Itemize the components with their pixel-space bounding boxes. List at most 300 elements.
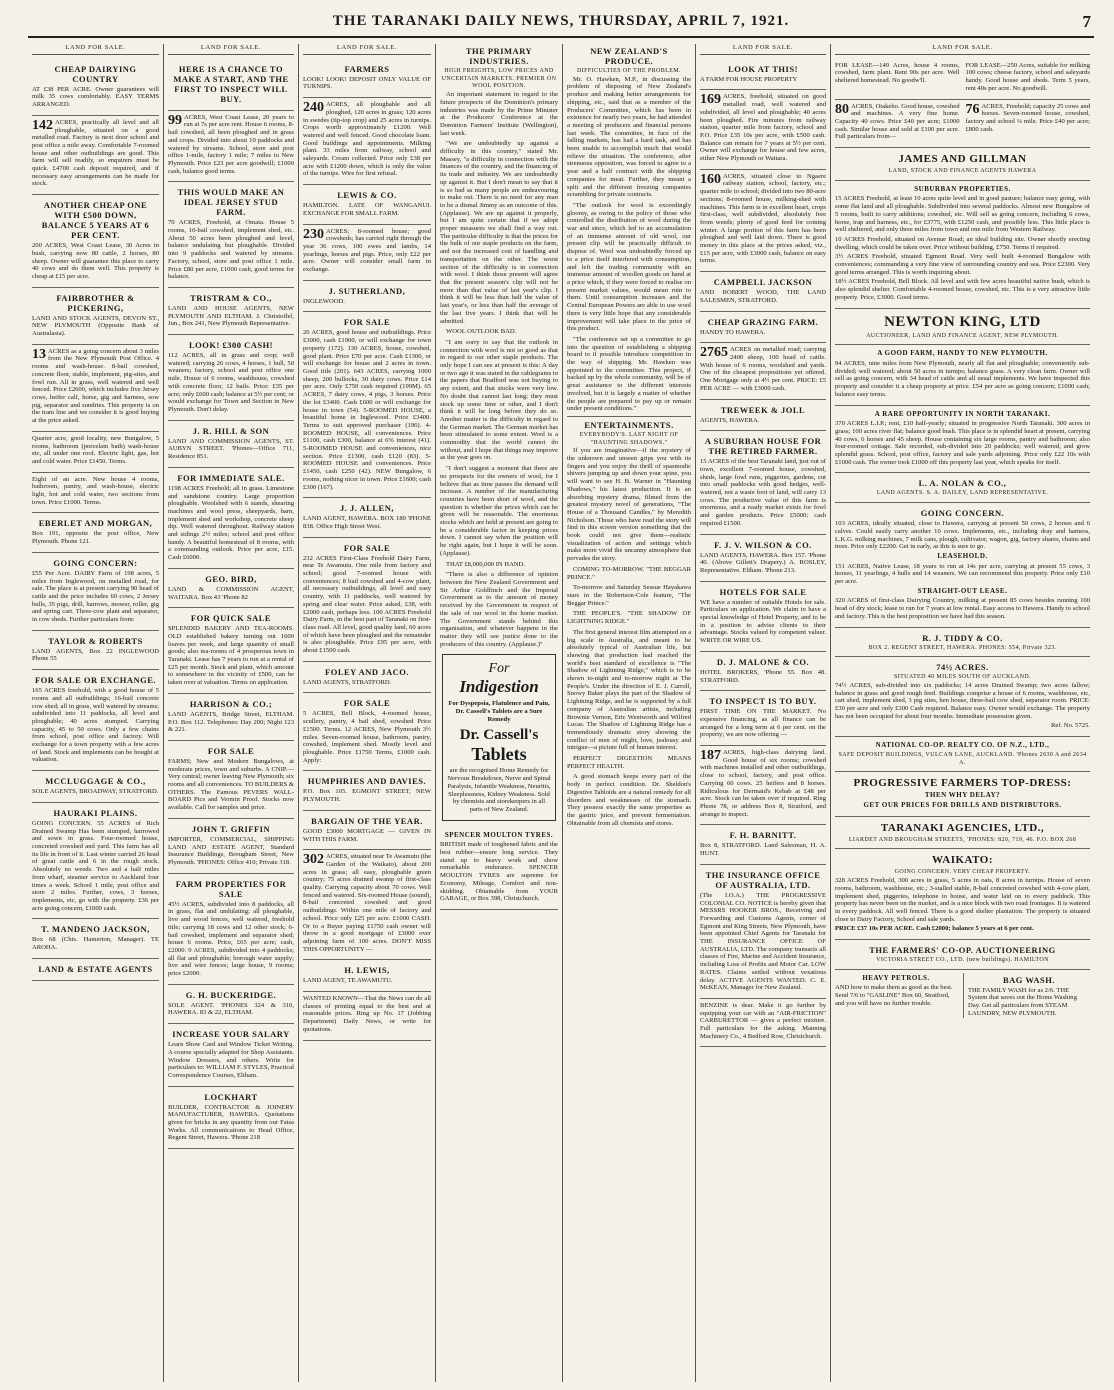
classified-ad bbox=[700, 999, 826, 1048]
ad-text: LAND AGENT, TE AWAMUTU. bbox=[303, 977, 393, 985]
acre-number: 302 bbox=[303, 852, 324, 868]
ad-heading: LOCKHART bbox=[204, 1091, 258, 1102]
ad-body bbox=[700, 173, 826, 265]
ad-heading: INCREASE YOUR SALARY bbox=[172, 1029, 290, 1040]
classified-ad bbox=[168, 694, 294, 741]
ad-heading: MCCLUGGAGE & CO., bbox=[45, 776, 146, 787]
ad-heading: TO INSPECT IS TO BUY. bbox=[709, 696, 817, 707]
ad-text: GOOD £3000 MORTGAGE — GIVEN IN WITH THIS FARM. bbox=[303, 827, 431, 843]
ad-sub: GET OUR PRICES FOR DRILLS AND DISTRIBUTORS. bbox=[863, 801, 1062, 809]
column-header: LAND FOR SALE. bbox=[168, 44, 294, 55]
ad-heading: J. J. ALLEN, bbox=[340, 503, 394, 514]
ad-text: LAND AGENTS, STRATFORD. bbox=[303, 678, 392, 686]
ad-heading: LOOK! £300 CASH! bbox=[188, 340, 274, 351]
classified-ad bbox=[303, 185, 431, 224]
ad-heading: TREWEEK & JOLL bbox=[720, 404, 806, 415]
ad-body bbox=[303, 555, 431, 655]
ad-heading: A RARE OPPORTUNITY IN NORTH TARANAKI. bbox=[874, 409, 1051, 418]
paragraph: The first general interest film attempted on a big scale in Australia, and meant to be absolutely typical of Australian life, but showing that production had reached the world's best standard of excellence is "The Shadow of Lightning Ridge," which is to be shown to-night and to-morrow night at The People's. Under the direction of E. J. Carroll, Snowy Baker plays the part of the Shadow of Lightning Ridge, and he is supported by a full company of Australian artists, including Brownie Vernon, Eric Wentworth and Wilfred Lucas. The Shadow of Lightning Ridge has a tremendously dramatic story showing the conflict of men of might, love, jealousy and intrigue—a picture full of human interest. bbox=[567, 628, 691, 752]
column-header: LAND FOR SALE. bbox=[32, 44, 159, 55]
ad-heading: LAND & ESTATE AGENTS bbox=[38, 963, 153, 974]
column-header: LAND FOR SALE. bbox=[700, 44, 826, 55]
national-realty-ad bbox=[835, 737, 1090, 772]
ad-body bbox=[32, 530, 159, 545]
ad-heading: H. LEWIS, bbox=[344, 965, 390, 976]
taranaki-agencies-ad bbox=[835, 817, 1090, 850]
ad-body bbox=[700, 458, 826, 527]
classified-ad bbox=[32, 116, 159, 195]
ad-sub: BOX 2. REGENT STREET, HAWERA. PHONES: 554, Private 323. bbox=[868, 644, 1057, 651]
ad-text: Box 68 (Chis. Hamerton, Manager). TE AROHA. bbox=[32, 936, 159, 952]
classified-ad bbox=[32, 513, 159, 552]
ad-body: ACRES, Freehold; capacity 25 cows and horses. Seven-roomed house, cowshed, factory and school ¼ mile. Price £40 per acre; £800 cash. bbox=[965, 102, 1090, 133]
ad-body bbox=[32, 315, 159, 338]
ad-body bbox=[32, 242, 159, 281]
ad-text: LAND AND COMMISSION AGENTS, ST. AUBYN STREET. 'Phones—Office 711, Residence 851. bbox=[168, 437, 294, 461]
classified-ad bbox=[303, 98, 431, 185]
ad-sub: SAFE DEPOSIT BUILDINGS, VULCAN LANE, AUCKLAND. 'Phones 2630 A and 2634 A. bbox=[838, 751, 1087, 766]
ad-heading: SPENCER MOULTON TYRES. bbox=[444, 830, 554, 839]
classified-ad bbox=[700, 170, 826, 272]
acre-number: 142 bbox=[32, 117, 53, 133]
paragraph: An important statement in regard to the future prospects of the Dominion's primary industries was made by the Prime Minister at the Producers' Conference at the Dominion Farmers' Institute (Wellington), last week. bbox=[440, 91, 558, 137]
ad-body bbox=[700, 599, 826, 645]
classified-ad bbox=[303, 538, 431, 662]
ad-list bbox=[303, 59, 431, 1041]
ad-text: £55 Per Acre. DAIRY Farm of 198 acres, 5 miles from Inglewood, on metalled road, for sale. The place is at present carrying 90 head of cattle and the price includes 60 cows, 2 Jersey bulls, 35 pigs, drill, harrows, mower, roller, gig and spring cart. Three-cow plant and separator, in cow sheds. Further particulars from: bbox=[32, 569, 159, 624]
ad-body: 320 ACRES of first-class Dairying Country, milking at present 85 cows besides running 100 head of dry stock; lease to run for 7 years at low rental. Easy access to Hawera. Handy to school and factory. This is the best proposition we have had this season. bbox=[835, 597, 1090, 620]
classified-ad bbox=[168, 874, 294, 985]
ad-heading: FARMERS bbox=[344, 63, 390, 74]
indigestion-ad bbox=[442, 654, 556, 820]
classified-ad bbox=[700, 431, 826, 534]
ad-text: FARMS; New and Modern Bungalows, at moderate prices, town and suburbs. A CNIP.—Very central; owner leaving New Plymouth; six rooms and all conveniences. TO BUILDERS & OTHERS. The Famous PEVERS WALL-BOARD Pics and Vermin Proof. Stocks now available. Call for samples and price. bbox=[168, 757, 294, 812]
ad-sub: THEN WHY DELAY? bbox=[924, 791, 1001, 800]
tiddy-ad bbox=[835, 628, 1090, 658]
ad-item: 15 ACRES Freehold, at least 10 acres quite level and in good pasture; balance easy going, with some flat land and all ploughable. Subdivided into several paddocks. Almost new Bungalow of 5 rooms, built to carry additions; cowshed, etc. Will sell as going concern, including 6 cows, horse, trap and harness, etc., for £3775, with £1250 cash, and possibly less. This little place is well sheltered, and only three miles from town and one mile from Western Railway. bbox=[835, 195, 1090, 234]
ad-body: 74½ ACRES, sub-divided into six paddocks; 14 acres Drained Swamp; two acres fallow; balance in grass and good rough feed. Buildings comprise a house of 6 rooms, washhouse, etc, cart shed, implement shed, 3 pig sties, hen house, three-bail cow shed, separator room. PRICE: £30 per acre and only £300 Cash required. Balance easy. Owner would exchange. The property has not been occupied for about four months. Immediate possession given. bbox=[835, 681, 1090, 720]
ad-body: 370 ACRES L.I.P.; rent, £10 half-yearly; situated in progressive North Taranaki. 300 acres in grass; 100 acres river flat; balance good bush. This place is in splendid heart at present, carrying 40 cows, 6 horses and 45 sheep. House containing six large rooms, pantry and bathroom; also four-roomed cottage. Sale recorded, sub-divided into 20 paddocks; well watered, and grow splendid grass. School, post office, factory and sale yards adjoining. Price only £22 10s with £1000 cash. The owner took £1000 off this property last year, which speaks for itself. bbox=[835, 420, 1090, 466]
ad-heading: TAYLOR & ROBERTS bbox=[48, 635, 143, 646]
ad-word-text: Indigestion bbox=[459, 677, 539, 697]
ad-text: GOING CONCERN. 55 ACRES of Rich Drained Swamp Has been stumped, harrowed and sown in grass. Four-roomed house, concreted cowshed and yard. This farm has all its life in front of it. Last winter carried 26 head of great cattle and 6 in the rough stock. Absolutely no weeds. Two and a half miles from wharf, steamer service to Auckland four times a week. School 1 mile, post office and store 2 miles. Further, cows, 3 horses, implements, etc, go with the property. £36 per acre going concern, £1000 cash. bbox=[32, 819, 159, 912]
ad-heading: FOR QUICK SALE bbox=[190, 613, 272, 624]
ad-body bbox=[168, 901, 294, 978]
ad-text: 5 ACRES, Bell Block, 4-roomed house, scullery, pantry, 4 bail shed, cowshed Price £1500. Terms. 12 ACRES, New Plymouth 3½ miles. Seven-roomed house, bathroom, pantry, cowshed, implement shed. Mostly level and ploughable. Price £1750 Terms, £1000 cash. Apply: bbox=[303, 710, 431, 764]
ad-body: BRITISH made of toughened fabric and the best rubber—ensure long service. They stand up to heavy work and show remarkable endurance. SPENCER MOULTON TYRES are supreme for Economy, Mileage, Comfort and non-skidding. Obtainable from YOUR GARAGE, or Box 398, Christchurch. bbox=[440, 841, 558, 903]
classified-ad bbox=[32, 432, 159, 473]
ad-body: 94 ACRES, nine miles from New Plymouth, nearly all flat and ploughable; conveniently sub-divided; well watered; about 50 acres in turnips; balance grass. A very clean farm. Owner will sell as going concern, with 34 head of cattle and all usual implements. We have inspected this property and consider it a cheap property at price. £54 per acre as going concern; £1000 cash; balance easy terms. bbox=[835, 359, 1090, 398]
classified-ad bbox=[32, 288, 159, 345]
ad-body bbox=[168, 836, 294, 867]
article-subheading: HIGH FREIGHTS, LOW PRICES AND UNCERTAIN MARKETS. PREMIER ON WOOL POSITION. bbox=[441, 68, 557, 90]
suburban-ad bbox=[835, 181, 1090, 309]
ad-heading: F. H. BARNITT. bbox=[729, 830, 797, 841]
classified-ad bbox=[303, 850, 431, 960]
ad-text: SOLE AGENT. 'PHONES 324 & 310, HAWERA. 83 & 22, ELTHAM. bbox=[168, 1001, 294, 1017]
ad-text: LAND AND STOCK AGENTS, DEVON ST., NEW PLYMOUTH (Opposite Bank of Australasia). bbox=[32, 314, 159, 338]
classified-ad bbox=[168, 819, 294, 874]
classified-ad bbox=[303, 811, 431, 850]
paragraph: PERFECT DIGESTION MEANS PERFECT HEALTH. bbox=[567, 755, 691, 770]
ad-text: INGLEWOOD. bbox=[303, 297, 345, 305]
ad-item: 18½ ACRES Freehold, Bell Block. All level and with few acres beautiful native bush, which is also splendid shelter. Comfortable 4-roomed house, cowshed, etc. This is a very attractive little property. Price, £3000. Good terms. bbox=[835, 278, 1090, 301]
ad-heading: EBERLET AND MORGAN, bbox=[38, 518, 153, 529]
ad-body bbox=[303, 515, 431, 530]
paragraph: "The conference set up a committee to go into the question of establishing a shipping board to if possible introduce competition in the way of shipping. Mr. Hawken was appointed to the committee. This project, if backed up by the whole community, will be of great assistance to the different interests involved, but it is largely a matter of whether the people are prepared to pay up or remain under present conditions." bbox=[567, 335, 691, 413]
ad-list bbox=[32, 59, 159, 981]
article-body bbox=[567, 76, 691, 413]
ad-text: Quarter acre, good locality, new Bungalow, 5 rooms, bathroom (porcelain bath) wash-house etc, all under one roof. Electric light, gas, hot and cold water. Price £1450. Terms. bbox=[32, 434, 159, 465]
ad-text: HAMILTON. LATE OF WANGANUI. EXCHANGE FOR SMALL FARM. bbox=[303, 202, 431, 217]
classified-ad bbox=[700, 825, 826, 864]
masthead-title: THE TARANAKI DAILY NEWS, THURSDAY, APRIL 7, 1921. bbox=[332, 13, 790, 29]
ad-body bbox=[700, 417, 826, 425]
entertainments-subheading: EVERYBODY'S. LAST NIGHT OF "HAUNTING SHADOWS." bbox=[579, 431, 679, 446]
entertainments-heading: ENTERTAINMENTS. bbox=[584, 419, 674, 430]
masthead bbox=[28, 10, 1094, 38]
ad-text: 232 ACRES First-Class Freehold Dairy Farm, near Te Awamutu. One mile from factory and school; good 7-roomed house with conveniences; 8 bail cowshed and 4-cow plant, all necessary outbuildings, all level and easy country, with 11 paddocks, well watered by spring and clear water. Price asked, £38, with £2000 cash, perhaps less. 100 ACRES Freehold Dairy Farm, in the best part of Taranaki on first-class road. All level, good quality land, 60 acres of which have been ploughed and the remainder is also ploughable. Price £95 per acre, with about £1500 cash. bbox=[303, 554, 431, 655]
ad-text: ACRES as a going concern about 3 miles from the New Plymouth Post Office. 4 rooms and wash-house. 8-bail cowshed, concrete floor, stable, implement, pig-sties, and fowl run. All in grass, well watered and well fenced. Price £2600, which includes five Jersey cows, heifer calf, horse, gig and harness, sow pig, separator and sundries. This property is on the tram line and we consider it is good buying at the price asked. bbox=[32, 347, 159, 425]
ad-body: 328 ACRES Freehold, 300 acres in grass, 5 acres in oats, 8 acres in turnips. House of seven rooms, bathroom, washhouse, etc.; 3-stalled stable, 8-bail concreted cowshed with 4-cow plant, implement shed, piggeries, telephone to house, and water laid on to every paddock. This property has never been on the market, and is a nice block with two road frontages. It is watered in every paddock. All well fenced. There is a good shelter plantation. The property is situated close to Dairy Factory, School and sale yards. bbox=[835, 877, 1090, 923]
ad-heading: TARANAKI AGENCIES, LTD., bbox=[880, 821, 1045, 834]
ad-text: 26 ACRES, good house and outbuildings. Price £3000, cash £1900, or will exchange for town property (172). 130 ACRES, house, cowshed, good plant. Price £70 per acre. Cash £1300, or will exchange for house and 2 acres in town. Good title (201). 643 ACRES, carrying 1000 sheep, 200 bullocks, 30 dairy cows. Price £14 per acre. Only £750 cash required (199M). 65 ACRES, 7 dairy cows, 4 pigs, 3 horses. Price the lot £3400. Cash £600 or will exchange for house in town (54). 5-ROOMED HOUSE, a beautiful home in Inglewood. Price £3400. Terms to suit approved purchaser (196). 4-ROOMED HOUSE, all conveniences. Price £1100, cash £300, balance at 6% interest (41). 5-ROOMED HOUSE and conveniences, nice section. Price £1300, cash £120 (83). 5-ROOMED HOUSE and conveniences. Price £1450, cash £250 (42). NEW Bungalow, 6 rooms, nothing nicer in town. Price £1600; cash £300 (167). bbox=[303, 329, 431, 491]
ad-body bbox=[700, 76, 826, 84]
ad-heading: HARRISON & CO.; bbox=[189, 698, 273, 709]
ad-text: LOOK! LOOK! DEPOSIT ONLY VALUE OF TURNIPS. bbox=[303, 75, 431, 91]
ad-text: AT £38 PER ACRE. Owner guarantees will milk 35 cows comfortably. EASY TERMS ARRANGED. bbox=[32, 85, 159, 109]
lease-ads bbox=[835, 59, 1090, 100]
ad-body bbox=[303, 202, 431, 217]
ad-body bbox=[32, 348, 159, 425]
ad-ref: Ref. No. 5725. bbox=[1050, 722, 1090, 730]
ad-text: IMPORTER, COMMERCIAL, SHIPPING LAND AND ESTATE AGENT, Standard Insurance Buildings, Brougham Street, New Plymouth. 'PHONES: Office 410; Private 318. bbox=[168, 835, 294, 866]
ad-text: SOLE AGENTS, BROADWAY, STRATFORD. bbox=[32, 788, 159, 796]
ad-body: ACRES, Otakeho. Good house, cowshed and machines. A very fine home. Capacity 40 cows. Price £40 per acre; £1000 cash. Similar house and sold at £100 per acre. Full particulars from— bbox=[835, 102, 960, 141]
classified-ad bbox=[700, 582, 826, 652]
ad-body bbox=[700, 749, 826, 818]
ad-body bbox=[168, 114, 294, 176]
column-4 bbox=[435, 44, 562, 1382]
ad-text: 200 ACRES, West Coast Lease, 30 Acres in bush, carrying now 80 cattle, 2 horses, 80 sheep. Owner will guarantee this place to carry 40 cows and do them well. This property is cheap at £15 per acre. bbox=[32, 242, 159, 280]
ad-body: AND how to make them as good as the best. Send 7/6 to "GASLINE" Box 60, Stratford, and you will have no further trouble. bbox=[835, 984, 953, 1007]
ad-text: Learn Show Card and Window Ticket Writing. A course specially adapted for Shop Assistants. Window Dressers, and others. Write for particulars to: WILLIAM F. STYLES, Practical Correspondence Courses, Eltham. bbox=[168, 1041, 294, 1079]
ad-heading: LOOK AT THIS! bbox=[728, 63, 798, 74]
classified-ad bbox=[168, 569, 294, 608]
classified-ad bbox=[700, 691, 826, 746]
ad-body bbox=[303, 995, 431, 1034]
bag-wash-ad bbox=[963, 973, 1090, 1018]
ad-body bbox=[168, 219, 294, 281]
ad-heading: A SUBURBAN HOUSE FOR THE RETIRED FARMER. bbox=[704, 436, 822, 457]
ad-text: BUILDER, CONTRACTOR & JOINERY MANUFACTURER, HAWERA. Quotations given for bricks in any quantity from our Fatsa Works. All communications to Head Office, Regent Street, Hawera. 'Phone 218 bbox=[168, 1103, 294, 1142]
classified-ad bbox=[32, 553, 159, 631]
ad-heading: FOR SALE bbox=[207, 745, 255, 756]
ad-item: 3½ ACRES Freehold, situated Egmont Road. Very well built 4-roomed Bungalow with conveniences; commanding a very fine view of surrounding country and sea. Price £2300. Very good terms arranged. This is worth inquiring about. bbox=[835, 253, 1090, 276]
lease-ad: FOR LEASE—250 Acres, suitable for milking 100 cows; cheese factory, school and saleyards handy. Good house and sheds. Term 5 years, rent 40s per acre. No goodwill. bbox=[965, 61, 1090, 92]
ad-heading: TRISTRAM & CO., bbox=[190, 292, 272, 303]
ad-sub: LAND AGENTS. S. A. DAILEY, LAND REPRESENTATIVE. bbox=[876, 490, 1049, 497]
ad-body bbox=[700, 1002, 826, 1041]
ad-heading: BAG WASH. bbox=[1002, 974, 1056, 985]
classified-ad bbox=[700, 59, 826, 91]
ad-heading: NATIONAL CO-OP. REALTY CO. OF N.Z., LTD., bbox=[875, 741, 1050, 750]
classified-ad bbox=[303, 693, 431, 771]
ad-text: FIRST TIME ON THE MARKET. No expensive financing, as all finance can be arranged for a long term at 6 per cent. on the property; we are now offering — bbox=[700, 708, 826, 739]
ad-text: AND ROBERT WOOD, THE LAND SALESMEN, STRATFORD. bbox=[700, 289, 826, 304]
classified-ad bbox=[303, 960, 431, 992]
ad-body bbox=[303, 710, 431, 764]
classified-ad bbox=[32, 771, 159, 803]
ad-foot: are the recognised Home Remedy for Nervous Breakdown, Nerve and Spinal Paralysis, Infantile Weakness, Neuritis, Sleeplessness, Kidney Weakness. Sold by chemists and storekeepers in all parts of New Zealand. bbox=[447, 767, 551, 813]
classified-ad bbox=[303, 771, 431, 810]
ad-body bbox=[32, 435, 159, 466]
ad-body: 151 ACRES, Native Lease, 18 years to run at 14s per acre, carrying at present 55 cows, 3 horses, 11 yearlings, 4 bulls and 14 weaners. We can recommend this property. Price only £10 per acre. bbox=[835, 562, 1090, 586]
ad-text: ACRES, situated near Te Awamutu (the Garden of the Waikato), about 200 acres in grass; all easy, ploughable green country; 75 acres drained swamp of first-class quality. Carrying capacity about 70 cows. Well fenced and watered. Six-roomed House (sound), 8-bail concreted cowshed and good outbuildings. Within one mile of factory and school. Price only £25 per acre. £1000 CASH. Or to a Buyer paying £1750 cash owner will throw in a good mortgage of £3000 over adjoining farm of 100 acres. DON'T MISS THIS OPPORTUNITY — bbox=[303, 853, 431, 953]
petrols-ad bbox=[835, 973, 957, 1018]
column-7 bbox=[830, 44, 1094, 1382]
classified-ad bbox=[303, 312, 431, 498]
classified-ad bbox=[32, 959, 159, 981]
ad-text: HANDY TO HAWERA. bbox=[700, 328, 766, 336]
waikato-ad bbox=[835, 849, 1090, 940]
classified-ad bbox=[700, 343, 826, 399]
ad-body bbox=[32, 820, 159, 912]
ad-body bbox=[303, 679, 431, 687]
ad-body bbox=[32, 119, 159, 188]
article-heading: NEW ZEALAND'S PRODUCE. bbox=[590, 46, 668, 66]
ad-subheading: STRAIGHT-OUT LEASE. bbox=[917, 586, 1008, 595]
classified-ad bbox=[303, 498, 431, 537]
classified-ad bbox=[168, 468, 294, 569]
ad-body bbox=[32, 648, 159, 663]
ad-heading: SUBURBAN PROPERTIES. bbox=[914, 184, 1011, 193]
ad-brand-tablets: Tablets bbox=[471, 744, 527, 765]
classified-ad bbox=[700, 272, 826, 311]
ad-heading: THIS WOULD MAKE AN IDEAL JERSEY STUD FARM. bbox=[177, 187, 285, 218]
ad-heading: F. J. V. WILSON & CO. bbox=[714, 539, 812, 550]
article-subheading: DIFFICULTIES OF THE PROBLEM. bbox=[577, 68, 681, 74]
ad-body bbox=[168, 586, 294, 601]
ad-text: BENZINE is dear. Make it go further by equipping your car with an "AIR-FRICTION" CARBURETTOR — gives a perfect mixture. Full particulars for the asking. Manning Machinery Co., 4 Bedford Row, Christchurch. bbox=[700, 1001, 826, 1040]
classified-ad bbox=[700, 400, 826, 432]
ad-body bbox=[32, 476, 159, 507]
ad-body bbox=[303, 228, 431, 274]
column-2 bbox=[163, 44, 298, 1382]
classified-ad bbox=[168, 1087, 294, 1150]
ad-heading: JAMES AND GILLMAN bbox=[898, 153, 1027, 166]
ad-heading: CHEAP GRAZING FARM. bbox=[707, 316, 819, 327]
acre-number: 80 bbox=[835, 101, 849, 117]
ad-heading: J. R. HILL & SON bbox=[192, 425, 270, 436]
newton-king-ad bbox=[835, 309, 1090, 346]
classified-ad bbox=[168, 741, 294, 819]
ad-text: Eight of an acre. New house 4 rooms, bathroom, pantry, and wash-house, electric light, hot and cold water, two sections from town. Price £1000. Terms. bbox=[32, 475, 159, 506]
ad-sub: GOING CONCERN. VERY CHEAP PROPERTY. bbox=[894, 869, 1031, 876]
classified-ad bbox=[700, 312, 826, 344]
ad-heading: FOR SALE OR EXCHANGE. bbox=[34, 675, 156, 686]
classified-ad bbox=[168, 288, 294, 335]
ad-lines: For Dyspepsia, Flatulence and Pain, Dr. Cassell's Tablets are a Sure Remedy bbox=[448, 700, 550, 723]
classified-ad bbox=[168, 59, 294, 111]
divider bbox=[567, 416, 691, 417]
ad-text: ACRES on metalled road; carrying 2400 sheep, 100 head of cattle. With house of 6 rooms, woolshed and yards. One of the cheapest propositions yet offered. One Mortgage only at 4½ per cent. PRICE: £5 PER ACRE — with £3000 cash. bbox=[700, 346, 826, 392]
ad-sub: SITUATED 40 MILES SOUTH OF AUCKLAND. bbox=[893, 674, 1032, 681]
ad-heading: FOR SALE bbox=[343, 698, 391, 709]
ad-body bbox=[168, 485, 294, 562]
ad-text: LAND AGENT, HAWERA. BOX 180 'PHONE 838. Office High Street West. bbox=[303, 515, 431, 530]
ad-text: ACRES, freehold, situated on good metalled road, well watered and subdivided, all level and ploughable; 40 acres been ploughed. Fire minutes from railway station, quarter mile from factory, school and P.O. Price £35 10s per acre, with £500 cash. Balance can remain for 7 years at 5½ per cent. Owner will exchange for house and few acres, either New Plymouth or Waitara. bbox=[700, 93, 826, 163]
classified-ad bbox=[32, 195, 159, 288]
ad-body bbox=[168, 1041, 294, 1080]
ad-body bbox=[700, 329, 826, 337]
ad-text: A FARM FOR HOUSE PROPERTY bbox=[700, 75, 798, 83]
paragraph: "There is also a difference of opinion between the New Zealand Government and Sir Arthur Goldfinch and the Imperial Government as to the amount of money received by the Government in respect of the sale of our wool in the home market. The Government stands behind this organisation, and whatever happens in the matter they will see justice done to the producers of this country. (Applause.)" bbox=[440, 571, 558, 648]
ad-heading: L. A. NOLAN & CO., bbox=[918, 478, 1007, 489]
ad-sub: VICTORIA STREET CO., LTD. (new buildings). HAMILTON bbox=[876, 957, 1049, 964]
ad-heading: HERE IS A CHANCE TO MAKE A START, AND THE FIRST TO INSPECT WILL BUY. bbox=[173, 63, 289, 104]
ad-body bbox=[303, 977, 431, 985]
ad-body bbox=[168, 1104, 294, 1143]
ad-body bbox=[700, 708, 826, 739]
ad-heading: FOR SALE bbox=[343, 317, 391, 328]
ad-price: PRICE £37 10s PER ACRE. Cash £2000; balance 5 years at 6 per cent. bbox=[835, 925, 1034, 933]
nolan-ad bbox=[835, 473, 1090, 503]
acre-number: 76 bbox=[965, 101, 980, 117]
acre-number: 187 bbox=[700, 748, 721, 764]
classified-ad bbox=[32, 473, 159, 514]
ad-heading: FOR SALE bbox=[343, 542, 391, 553]
ad-heading: JOHN T. GRIFFIN bbox=[191, 823, 271, 834]
paragraph: "I am sorry to say that the outlook in connection with wool is not so good as that in regard to our other staple products. The only hope I can see at present is this: A day or two ago it was stated in the cablegrams to the papers that Bradford was not buying to any extent, and that stocks were very low. No doubt that cannot last long; they must stock up some time or other, and I don't think it will be long before they do so. Another matter is the difficulty in regard to the German market. The German market has been stimulated to some extent. Wool is a commodity that the world cannot do without, and I hope that things may improve as the year goes on. bbox=[440, 338, 558, 462]
ad-sub: AUCTIONEER, LAND AND FINANCE AGENT, NEW PLYMOUTH. bbox=[866, 332, 1059, 339]
article-heading: THE PRIMARY INDUSTRIES. bbox=[465, 46, 533, 66]
classified-ad bbox=[168, 111, 294, 183]
ad-heading: NEWTON KING, LTD bbox=[884, 313, 1041, 330]
column-header: LAND FOR SALE. bbox=[303, 44, 431, 55]
paragraph: COMING TO-MORROW. "THE BEGGAR PRINCE." bbox=[567, 565, 691, 581]
ad-heading: CAMPBELL JACKSON bbox=[713, 277, 813, 288]
ad-text: LAND AGENTS, Box 22 INGLEWOOD Phone 55 bbox=[32, 647, 159, 663]
column-header: LAND FOR SALE. bbox=[835, 44, 1090, 55]
classified-ad bbox=[700, 535, 826, 582]
ad-sub: LIARDET AND BROUGHAM STREETS, 'PHONES: 820, 719, 46. P.O. BOX 268 bbox=[848, 836, 1077, 843]
ad-heading: FOR IMMEDIATE SALE. bbox=[177, 472, 285, 483]
classified-ad bbox=[168, 985, 294, 1024]
ad-heading: GOING CONCERN. bbox=[920, 508, 1005, 519]
ad-text: LAND AGENTS, Bridge Street, ELTHAM. P.O. Box 112. Telephones: Day 200; Night 123 & 221. bbox=[168, 710, 294, 734]
classified-ad bbox=[32, 631, 159, 670]
ad-body bbox=[700, 842, 826, 857]
ad-heading: FOLEY AND JACO. bbox=[325, 666, 409, 677]
ad-body bbox=[32, 687, 159, 764]
ad-heading: 74½ ACRES. bbox=[936, 662, 989, 673]
ad-body bbox=[700, 669, 826, 684]
ad-heading: A GOOD FARM, HANDY TO NEW PLYMOUTH. bbox=[877, 349, 1048, 358]
acre-number: 2765 bbox=[700, 345, 728, 361]
paragraph: A good stomach keeps every part of the body in perfect condition. Dr. Sheldon's Digestive Tabloids are a natural remedy for all disorders and weaknesses of the stomach. They possess exactly the same properties as the gastric juice, and prevent fermentation. Obtainable from all chemists and stores. bbox=[567, 773, 691, 827]
ad-text: LAND & COMMISSION AGENT, WAITARA. Box 43 'Phone 82 bbox=[168, 585, 294, 601]
classified-ad bbox=[303, 225, 431, 281]
ad-body bbox=[700, 93, 826, 162]
ad-heading: CHEAP DAIRYING COUNTRY bbox=[54, 63, 137, 84]
classified-ad bbox=[168, 335, 294, 421]
ad-list bbox=[168, 59, 294, 1149]
ad-text: ACRES, high-class dairying land. Good house of six rooms; cowshed with machines installed and other outbuildings, close to school, factory, and post office. Carrying 60 cows. 25 heifers and 8 horses. Ridiculous for Dermaid's Kebab at £48 per acre. Stock can be taken over if required. Ring Phone 78, or address Box 8, Stratford, and arrange to inspect. bbox=[700, 749, 826, 818]
classified-ad bbox=[303, 59, 431, 98]
ad-body bbox=[303, 788, 431, 803]
acre-number: 230 bbox=[303, 226, 324, 242]
ad-brand: Dr. Cassell's bbox=[459, 727, 539, 744]
ad-text: (The I.O.A.) THE PROGRESSIVE COLONIAL CO. NOTICE is hereby given that MESSRS HOOKER BROS., Receiving and Forwarding and Customs Agents, corner of Egmont and King Streets, New Plymouth, have been appointed Chief Agents for Taranaki for THE INSURANCE OFFICE OF AUSTRALIA, LTD. The company transacts all classes of Fire, Marine and Accident Insurance, including Loss of Profits and Motor Car. LOW RATES. Claims settled without vexatious delay. ACTIVE AGENTS WANTED. C. E. McKEAN, Manager for New Zealand. bbox=[700, 891, 826, 992]
ad-body bbox=[32, 86, 159, 109]
paragraph: "The outlook for wool is exceedingly gloomy, as owing to the policy of those who controlled the distribution of wool during the war and since, which led to an accumulation of an immense amount of old wool, our present clip will be practically difficult to dispose of. Wool was undoubtedly forced up to a price itself interfered with consumption, and left the trading community with an immense amount of woollen goods on hand at a price which, if they were forced to realise on present market values, would mean ruin to them. Until consumption increases and the Central European Powers are able to use wool there is very little hope that any considerable improvement will take place in the price of this product. bbox=[567, 201, 691, 333]
ad-heading: BARGAIN OF THE YEAR. bbox=[311, 815, 423, 826]
ad-heading: T. MANDENO JACKSON, bbox=[41, 924, 150, 935]
classified-ad bbox=[168, 1024, 294, 1087]
ad-text: ACRES, West Coast Lease, 20 years to run at 7s per acre rent. House 6 rooms, 8-bail cowshed, all been ploughed and in grass and crops. Divided into about 10 paddocks and watered by streams. School, store and post office 1-mile, factory 1 mile; 7 miles to New Plymouth. Price £23 per acre goodwill; £1000 cash, balance good terms. bbox=[168, 113, 294, 175]
classified-ad bbox=[32, 59, 159, 116]
ad-body bbox=[168, 758, 294, 812]
spencer-ad bbox=[440, 827, 558, 910]
column-1 bbox=[28, 44, 163, 1382]
classified-ad bbox=[700, 865, 826, 999]
ad-text: HOTEL BROKERS, 'Phone 55. Box 48. STRATFORD. bbox=[700, 668, 826, 684]
classified-ad bbox=[700, 652, 826, 691]
ad-heading: HAURAKI PLAINS. bbox=[53, 807, 138, 818]
ad-body bbox=[32, 570, 159, 624]
acre-number: 160 bbox=[700, 171, 721, 187]
ad-text: AGENTS, HAWERA. bbox=[700, 416, 760, 424]
classified-ad bbox=[32, 345, 159, 432]
ad-body: THE FAMILY WASH for as 2/6. THE System that saves out the Home Washing Day. Get all particulars from STEAM LAUNDRY, NEW PLYMOUTH. bbox=[968, 986, 1077, 1017]
classified-ad bbox=[303, 281, 431, 313]
ad-text: LAND AND HOUSE AGENTS, NEW PLYMOUTH AND ELTHAM. J. Christoffel, Jun., Box 241, New Plymouth Representative. bbox=[168, 304, 294, 328]
paragraph: To-morrow and Saturday Sessue Hayakawa stars in the Robertson-Cole feature, "The Beggar Prince." bbox=[567, 584, 691, 607]
ad-text: SPLENDID BAKERY AND TEA-ROOMS. OLD established bakery turning out 1600 loaves per week, and large quantity of small goods; also tea-rooms of 4 prosperous town in Taranaki. Lease has 7 years to run at a rental of £25 per month. Stock and plant, which amount to somewhere in the vicinity of £500, can be taken over at valuation. Terms on application. bbox=[168, 625, 294, 687]
ad-body bbox=[32, 788, 159, 796]
column-5 bbox=[562, 44, 695, 1382]
acre-number: 99 bbox=[168, 112, 182, 128]
lease-ad: FOR LEASE—149 Acres, house 4 rooms, cowshed, farm plant. Rent 90s per acre. Well sheltered homestead. No goodw'll. bbox=[835, 61, 960, 85]
ad-heading: GEO. BIRD, bbox=[205, 573, 257, 584]
classified-ad bbox=[168, 182, 294, 288]
paragraph: "I don't suggest a moment that there are no prospects for the owners of wool, for I believe that as time passes the demand will increase. A number of the manufacturing countries have been short of wool, and the question is whether the prices which can be given will be reasonable. The enormous stocks which are held at present are going to be a considerable factor in keeping prices down. I cannot say when the position will be right again, but I hope it will be soon. (Applause). bbox=[440, 465, 558, 557]
ad-heading: J. SUTHERLAND, bbox=[328, 285, 406, 296]
classified-ad bbox=[303, 662, 431, 694]
ad-heading: G. H. BUCKERIDGE. bbox=[185, 989, 277, 1000]
ad-heading: HUMPHRIES AND DAVIES. bbox=[307, 776, 427, 787]
ad-body bbox=[700, 289, 826, 304]
ad-body bbox=[168, 438, 294, 461]
ad-heading: HEAVY PETROLS. bbox=[862, 973, 930, 982]
ad-text: ACRES, all ploughable and all ploughed, 120 acres in grass; 120 acres in swedes (tip-top crop) and 25 acres in turnips. Crops worth approximately £1200. Well watered and well fenced. Good chocolate loam. Good buildings and appointments. Milking plant. 33 miles from railway, school and saleyards. Cream collected. Price only £38 per acre with £1200 down, which is only the value of the turnips. Wire for first refusal. bbox=[303, 101, 431, 178]
ad-heading: THE FARMERS' CO-OP. AUCTIONEERING bbox=[869, 945, 1056, 956]
ad-heading: FARM PROPERTIES FOR SALE bbox=[175, 878, 287, 899]
ad-subheading: LEASEHOLD. bbox=[937, 551, 988, 560]
farmers-coop-ad bbox=[835, 940, 1090, 970]
ad-heading: ANOTHER CHEAP ONE WITH £500 DOWN, BALANCE 5 YEARS AT 6 PER CENT. bbox=[41, 200, 150, 241]
ad-text: Box 191, opposite the post office, New Plymouth. Phone 121. bbox=[32, 530, 159, 546]
ad-body bbox=[168, 711, 294, 734]
paragraph: If you are imaginative—if the mystery of the unknown and unseen grips you with its fingers and you enjoy the thrill of spasmodic shivers jumping up and down your spine, you will want to see H. B. Warner in "Haunting Shadows," his latest production. It is an absorbing mystery drama, filmed from the greatest mystery novel of generations, "The House of a Thousand Candles," by Meredith Nicholson. Those who have read the story will find in this screen version something that the book could not give them—realistic visualization of action and settings which make more vivid the uncanny atmosphere that pervades the story. bbox=[567, 447, 691, 563]
classified-ad bbox=[168, 421, 294, 468]
classified-ad bbox=[32, 803, 159, 919]
bottom-ads bbox=[835, 970, 1090, 1018]
ad-body bbox=[303, 101, 431, 178]
ad-body bbox=[303, 853, 431, 953]
classified-ad bbox=[168, 608, 294, 694]
